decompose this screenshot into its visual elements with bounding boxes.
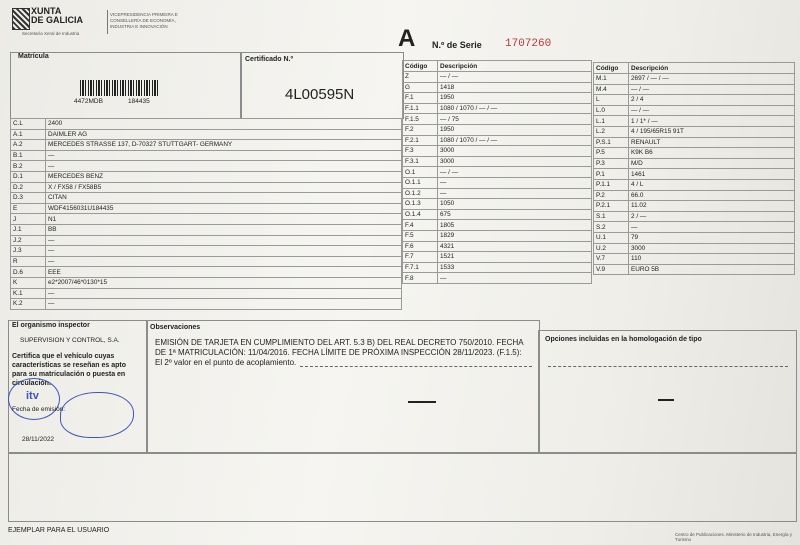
- row-code: J: [11, 214, 46, 225]
- table-row: [403, 72, 592, 83]
- row-value: —: [46, 150, 402, 161]
- row-value: EURO 5B: [629, 264, 795, 275]
- row-value: 2 / —: [629, 211, 795, 222]
- row-code: F.4: [403, 220, 438, 231]
- row-value: e2*2007/46*0130*15: [46, 277, 402, 288]
- ink-mark: [408, 401, 436, 403]
- row-value: 79: [629, 232, 795, 243]
- table-row: [594, 158, 795, 169]
- table-row: [594, 116, 795, 127]
- row-value: 3000: [438, 156, 592, 167]
- table-row: [11, 193, 402, 204]
- row-value: 3000: [629, 243, 795, 254]
- row-code: O.1: [403, 167, 438, 178]
- row-value: M/D: [629, 158, 795, 169]
- row-value: — / —: [629, 105, 795, 116]
- row-code: P.1.1: [594, 179, 629, 190]
- table-row: [594, 222, 795, 233]
- table-row: [594, 254, 795, 265]
- footer-right: Centro de Publicaciones. Ministerio de Industria, Energía y Turismo: [675, 532, 793, 542]
- table-row: [403, 230, 592, 241]
- row-value: 2400: [46, 119, 402, 130]
- ink-mark: [658, 399, 674, 401]
- row-value: 1418: [438, 82, 592, 93]
- table-row: [594, 211, 795, 222]
- row-code: B.2: [11, 161, 46, 172]
- mid-data-table: [402, 60, 592, 284]
- table-row: [11, 246, 402, 257]
- col-header-descripcion: Descripción: [438, 61, 592, 72]
- row-code: V.7: [594, 254, 629, 265]
- table-row: [594, 243, 795, 254]
- row-code: F.7: [403, 252, 438, 263]
- row-value: 4 / L: [629, 179, 795, 190]
- row-code: F.7.1: [403, 262, 438, 273]
- row-value: 110: [629, 254, 795, 265]
- row-value: EEE: [46, 267, 402, 278]
- row-value: — / —: [629, 84, 795, 95]
- barcode-code: 184435: [128, 98, 150, 105]
- row-value: DAIMLER AG: [46, 129, 402, 140]
- inspector-name: SUPERVISION Y CONTROL, S.A.: [20, 337, 120, 344]
- table-row: [11, 224, 402, 235]
- row-code: S.1: [594, 211, 629, 222]
- table-row: [403, 177, 592, 188]
- table-row: [11, 235, 402, 246]
- row-value: MERCEDES STRASSE 137, D-70327 STUTTGART- GERMANY: [46, 140, 402, 151]
- row-code: O.1.4: [403, 209, 438, 220]
- row-code: Z: [403, 72, 438, 83]
- table-row: [594, 84, 795, 95]
- row-code: G: [403, 82, 438, 93]
- row-value: K9K B6: [629, 148, 795, 159]
- row-code: F.1: [403, 93, 438, 104]
- table-row: [403, 252, 592, 263]
- row-code: P.3: [594, 158, 629, 169]
- row-code: F.2: [403, 124, 438, 135]
- right-data-table: [593, 62, 795, 275]
- table-row: [11, 256, 402, 267]
- row-code: S.2: [594, 222, 629, 233]
- row-code: D.1: [11, 171, 46, 182]
- signature-loop: [60, 392, 134, 438]
- row-value: 1950: [438, 124, 592, 135]
- row-code: J.1: [11, 224, 46, 235]
- row-code: J.2: [11, 235, 46, 246]
- row-code: L.2: [594, 126, 629, 137]
- row-value: BB: [46, 224, 402, 235]
- row-value: 1533: [438, 262, 592, 273]
- row-code: K.2: [11, 299, 46, 310]
- row-value: —: [46, 299, 402, 310]
- table-row: [11, 277, 402, 288]
- table-row: [594, 95, 795, 106]
- row-value: — / —: [438, 72, 592, 83]
- row-value: 675: [438, 209, 592, 220]
- row-value: 1950: [438, 93, 592, 104]
- table-row: [403, 135, 592, 146]
- row-value: —: [629, 222, 795, 233]
- observaciones-line: El 2º valor en el punto de acoplamiento.: [155, 358, 297, 367]
- table-row: [403, 220, 592, 231]
- row-code: P.2.1: [594, 201, 629, 212]
- row-value: 1050: [438, 199, 592, 210]
- row-code: E: [11, 203, 46, 214]
- row-value: — / 75: [438, 114, 592, 125]
- itv-stamp-text: itv: [26, 390, 39, 402]
- row-code: V.9: [594, 264, 629, 275]
- matricula-label: Matrícula: [18, 53, 49, 60]
- certificado-label: Certificado N.º: [245, 56, 294, 63]
- row-value: 1080 / 1070 / — / —: [438, 135, 592, 146]
- row-value: MERCEDES BENZ: [46, 171, 402, 182]
- row-value: 11.02: [629, 201, 795, 212]
- row-code: P.1: [594, 169, 629, 180]
- row-value: 66.0: [629, 190, 795, 201]
- row-code: L.1: [594, 116, 629, 127]
- table-row: [594, 105, 795, 116]
- row-code: F.8: [403, 273, 438, 284]
- row-code: M.4: [594, 84, 629, 95]
- row-value: —: [438, 177, 592, 188]
- barcode-code: 4472MDB: [74, 98, 103, 105]
- table-row: [594, 232, 795, 243]
- row-code: P.S.1: [594, 137, 629, 148]
- table-row: [403, 188, 592, 199]
- observaciones-line: DE 1ª MATRICULACIÓN: 11/04/2016. FECHA LÍMITE DE PRÓXIMA INSPECCIÓN 28/11/2023. (F.1.5):: [155, 348, 522, 357]
- table-row: [594, 169, 795, 180]
- observaciones-label: Observaciones: [150, 324, 201, 331]
- row-code: O.1.3: [403, 199, 438, 210]
- row-value: —: [46, 235, 402, 246]
- table-row: [11, 161, 402, 172]
- table-row: [403, 273, 592, 284]
- row-code: F.3: [403, 146, 438, 157]
- table-row: [11, 288, 402, 299]
- table-row: [11, 150, 402, 161]
- row-code: F.2.1: [403, 135, 438, 146]
- row-value: 1805: [438, 220, 592, 231]
- xunta-logo-icon: [12, 8, 30, 30]
- table-row: [403, 82, 592, 93]
- table-row: [11, 171, 402, 182]
- col-header-codigo: Código: [594, 63, 629, 74]
- row-value: CITAN: [46, 193, 402, 204]
- row-value: 1 / 1* / —: [629, 116, 795, 127]
- col-header-codigo: Código: [403, 61, 438, 72]
- row-code: D.2: [11, 182, 46, 193]
- row-code: B.1: [11, 150, 46, 161]
- table-row: [594, 148, 795, 159]
- logo-main-text: XUNTA DE GALICIA: [31, 6, 84, 25]
- row-code: L.0: [594, 105, 629, 116]
- left-data-table: [10, 118, 402, 310]
- row-value: 3000: [438, 146, 592, 157]
- row-code: M.1: [594, 74, 629, 85]
- fecha-value: 28/11/2022: [22, 436, 55, 443]
- table-row: [594, 137, 795, 148]
- observaciones-line: EMISIÓN DE TARJETA EN CUMPLIMIENTO DEL ART. 5.3 B) DEL REAL DECRETO 750/2010. FECHA: [155, 338, 524, 347]
- table-row: [594, 264, 795, 275]
- row-code: O.1.1: [403, 177, 438, 188]
- table-row: [403, 167, 592, 178]
- row-value: 4321: [438, 241, 592, 252]
- row-code: C.L: [11, 119, 46, 130]
- row-value: —: [438, 273, 592, 284]
- row-code: P.5: [594, 148, 629, 159]
- row-code: K: [11, 277, 46, 288]
- row-value: 1080 / 1070 / — / —: [438, 103, 592, 114]
- row-code: F.6: [403, 241, 438, 252]
- row-value: X / FX58 / FX58B5: [46, 182, 402, 193]
- row-value: 2 / 4: [629, 95, 795, 106]
- row-code: K.1: [11, 288, 46, 299]
- table-row: [594, 190, 795, 201]
- row-code: A.2: [11, 140, 46, 151]
- inspector-label: El organismo inspector: [12, 322, 90, 329]
- row-code: F.1.1: [403, 103, 438, 114]
- footer-left: EJEMPLAR PARA EL USUARIO: [8, 527, 110, 534]
- row-value: —: [46, 246, 402, 257]
- table-row: [403, 199, 592, 210]
- series-number: 1707260: [505, 38, 552, 50]
- row-code: R: [11, 256, 46, 267]
- opciones-label: Opciones incluidas en la homologación de tipo: [545, 336, 702, 343]
- row-code: D.3: [11, 193, 46, 204]
- table-row: [403, 209, 592, 220]
- row-code: O.1.2: [403, 188, 438, 199]
- barcode-icon: [80, 80, 158, 96]
- table-row: [11, 267, 402, 278]
- row-code: A.1: [11, 129, 46, 140]
- row-code: P.2: [594, 190, 629, 201]
- table-row: [594, 74, 795, 85]
- department-text: VICEPRESIDENCIA PRIMEIRA E CONSELLERÍA DE ECONOMÍA, INDUSTRIA E INNOVACIÓN: [110, 12, 178, 29]
- certification-text: Certifica que el vehículo cuyas características se reseñan es apto para su matriculación o puesta en circulación.: [12, 353, 127, 387]
- col-header-descripcion: Descripción: [629, 63, 795, 74]
- table-row: [11, 119, 402, 130]
- table-row: [11, 182, 402, 193]
- row-value: —: [46, 256, 402, 267]
- row-value: RENAULT: [629, 137, 795, 148]
- table-row: [594, 179, 795, 190]
- logo-subtitle: Secretaría Xeral de Industria: [22, 31, 80, 36]
- row-value: 1521: [438, 252, 592, 263]
- row-code: D.6: [11, 267, 46, 278]
- row-value: 1829: [438, 230, 592, 241]
- row-code: U.1: [594, 232, 629, 243]
- table-row: [403, 124, 592, 135]
- table-row: [594, 201, 795, 212]
- table-row: [11, 140, 402, 151]
- row-code: F.1.5: [403, 114, 438, 125]
- table-row: [403, 114, 592, 125]
- series-letter: A: [398, 25, 416, 52]
- dashed-fill-line: [300, 366, 532, 367]
- fecha-label: Fecha de emisión:: [12, 406, 66, 413]
- table-row: [403, 156, 592, 167]
- table-row: [403, 146, 592, 157]
- row-value: 4 / 195/65R15 91T: [629, 126, 795, 137]
- row-value: —: [46, 288, 402, 299]
- table-row: [403, 103, 592, 114]
- row-code: U.2: [594, 243, 629, 254]
- row-code: F.5: [403, 230, 438, 241]
- row-value: 2697 / — / —: [629, 74, 795, 85]
- table-row: [403, 262, 592, 273]
- row-code: J.3: [11, 246, 46, 257]
- row-value: — / —: [438, 167, 592, 178]
- table-row: [11, 203, 402, 214]
- row-value: —: [46, 161, 402, 172]
- table-row: [11, 214, 402, 225]
- series-label: N.º de Serie: [432, 40, 482, 50]
- table-row: [11, 129, 402, 140]
- row-code: L: [594, 95, 629, 106]
- table-row: [11, 299, 402, 310]
- table-row: [403, 93, 592, 104]
- table-row: [403, 241, 592, 252]
- table-row: [594, 126, 795, 137]
- row-value: WDF4156031U184435: [46, 203, 402, 214]
- certificado-number: 4L00595N: [285, 86, 355, 103]
- row-value: N1: [46, 214, 402, 225]
- row-code: F.3.1: [403, 156, 438, 167]
- row-value: 1461: [629, 169, 795, 180]
- row-value: —: [438, 188, 592, 199]
- dashed-fill-line: [548, 366, 788, 367]
